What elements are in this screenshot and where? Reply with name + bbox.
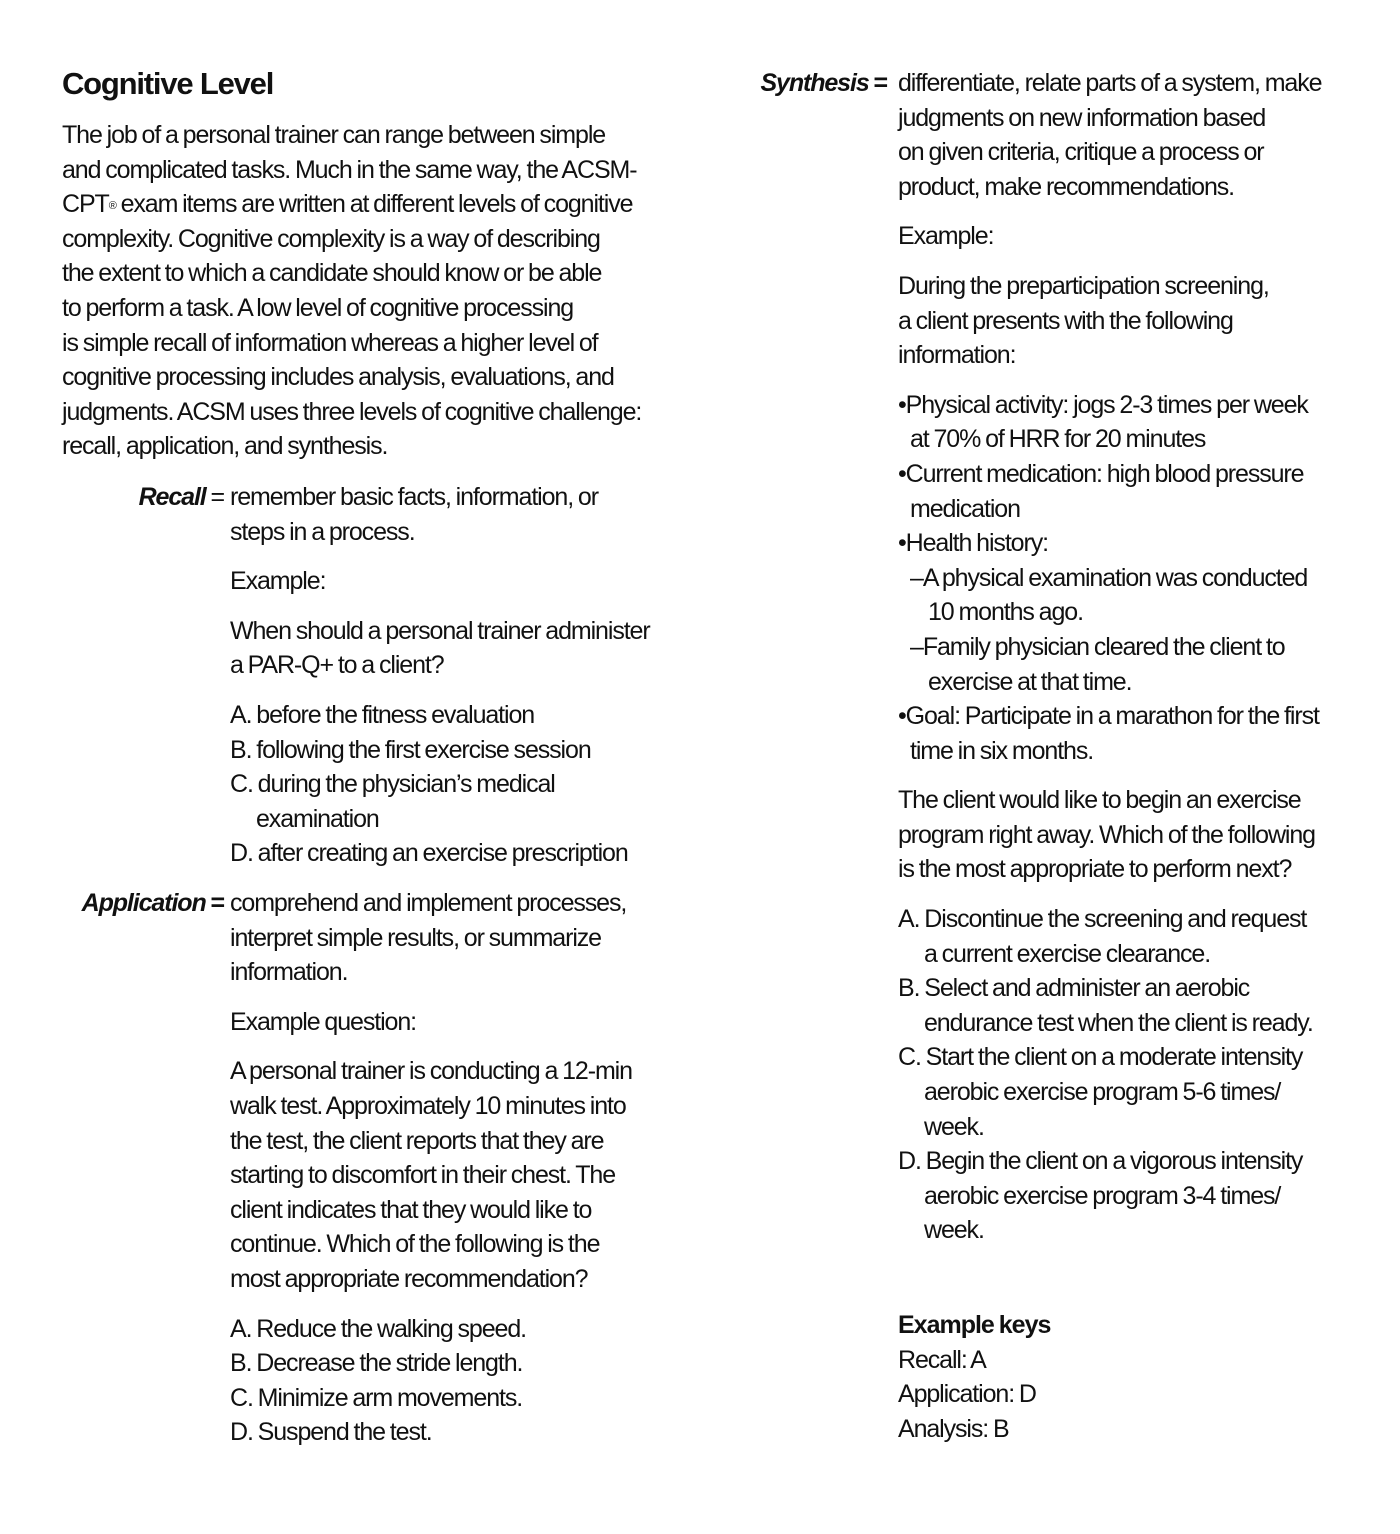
question-line: starting to discomfort in their chest. The xyxy=(230,1161,616,1190)
intro-line: and complicated tasks. Much in the same way, the ACSM- xyxy=(62,155,637,184)
answer-option-c: C. Minimize arm movements. xyxy=(230,1383,523,1412)
recall-body xyxy=(230,480,650,871)
definition-line: product, make recommendations. xyxy=(898,172,1235,201)
key-analysis: Analysis: B xyxy=(898,1414,1009,1443)
question-line: walk test. Approximately 10 minutes into xyxy=(230,1091,626,1120)
intro-line: complexity. Cognitive complexity is a way of describing xyxy=(62,224,600,253)
intro-paragraph xyxy=(62,118,712,464)
question-line: program right away. Which of the following xyxy=(898,820,1315,849)
answer-option-b: B. Select and administer an aerobic xyxy=(898,974,1250,1003)
key-application: Application: D xyxy=(898,1380,1036,1409)
intro-line: to perform a task. A low level of cognitive processing xyxy=(62,293,574,322)
question-line: is the most appropriate to perform next? xyxy=(898,855,1292,884)
application-term: Application = xyxy=(81,889,224,917)
answer-option-c: C. during the physician’s medical xyxy=(230,770,555,799)
sub-bullet-cleared: –Family physician cleared the client to xyxy=(910,632,1285,661)
example-keys-title: Example keys xyxy=(898,1311,1051,1339)
page-title: Cognitive Level xyxy=(62,66,274,101)
bullet-medication: •Current medication: high blood pressure xyxy=(898,459,1304,488)
question-line: continue. Which of the following is the xyxy=(230,1230,600,1259)
answer-option-d: D. Begin the client on a vigorous intensity xyxy=(898,1147,1303,1176)
intro-line: judgments. ACSM uses three levels of cognitive challenge: xyxy=(62,397,642,426)
recall-term: Recall = xyxy=(138,483,224,511)
question-line: most appropriate recommendation? xyxy=(230,1264,588,1293)
question-line: The client would like to begin an exercise xyxy=(898,786,1301,815)
example-label: Example: xyxy=(230,567,326,596)
example-keys xyxy=(898,1308,1050,1446)
scenario-line: a client presents with the following xyxy=(898,306,1233,335)
synthesis-term: Synthesis = xyxy=(760,69,887,97)
definition-line: interpret simple results, or summarize xyxy=(230,923,601,952)
bullet-physical-activity: •Physical activity: jogs 2-3 times per week xyxy=(898,390,1308,419)
question-line: client indicates that they would like to xyxy=(230,1195,592,1224)
answer-option-b: B. following the first exercise session xyxy=(230,735,591,764)
definition-line: remember basic facts, information, or xyxy=(230,483,598,511)
answer-option-c-cont: examination xyxy=(256,804,379,833)
example-label: Example question: xyxy=(230,1007,416,1036)
question-line: A personal trainer is conducting a 12-min xyxy=(230,1057,632,1086)
intro-line: the extent to which a candidate should know or be able xyxy=(62,259,602,288)
registered-mark: ® xyxy=(108,200,116,213)
example-label: Example: xyxy=(898,222,994,251)
question-line: the test, the client reports that they are xyxy=(230,1126,604,1155)
question-line: When should a personal trainer administer xyxy=(230,616,650,645)
bullet-marker: • xyxy=(898,390,906,419)
dash-marker: – xyxy=(910,632,923,661)
sub-bullet-exam: –A physical examination was conducted xyxy=(910,563,1308,592)
answer-option-d: D. after creating an exercise prescription xyxy=(230,839,628,868)
bullet-marker: • xyxy=(898,459,906,488)
key-recall: Recall: A xyxy=(898,1345,986,1374)
definition-line: on given criteria, critique a process or xyxy=(898,138,1264,167)
intro-line: cognitive processing includes analysis, evaluations, and xyxy=(62,363,614,392)
intro-line: The job of a personal trainer can range between simple xyxy=(62,121,606,149)
bullet-marker: • xyxy=(898,702,906,731)
question-line: a PAR-Q+ to a client? xyxy=(230,651,444,680)
bullet-goal: •Goal: Participate in a marathon for the first xyxy=(898,702,1319,731)
intro-line: CPT® exam items are written at different levels of cognitive xyxy=(62,190,633,219)
synthesis-body: differentiate, relate parts of a system, make judgments on new information based on given criteria, critique a process or product, make recommendations. Example: During the preparticipation screening, a client presents with the following information: •Physical activity: jogs 2-3 times per week at 70% of HRR for 20 minutes •Current medication: high blood pressure medication •Health history: –A physical examination was conducted 10 months ago. –Family physician cleared the client to exercise at that time. •Goal: Participate in a marathon for the first time in six months. The client would like to begin an exercise program right away. Which of the following is the most appropriate to perform next? A. Discontinue the screening and request a current exercise clearance. B. Select and administer an aerobic endurance test when the client is ready. C. Start the client on a moderate intensity aerobic exercise program 5-6 times/ week. D. Begin the client on a vigorous intensity aerobic exercise program 3-4 times/ week. xyxy=(898,66,1321,1248)
bullet-marker: • xyxy=(898,529,906,558)
intro-line: is simple recall of information whereas a higher level of xyxy=(62,328,598,357)
answer-option-b: B. Decrease the stride length. xyxy=(230,1349,523,1378)
scenario-line: During the preparticipation screening, xyxy=(898,271,1269,300)
definition-line: steps in a process. xyxy=(230,517,415,546)
definition-line: information. xyxy=(230,958,348,987)
answer-option-d: D. Suspend the test. xyxy=(230,1418,432,1447)
dash-marker: – xyxy=(910,563,923,592)
scenario-line: information: xyxy=(898,341,1016,370)
answer-option-a: A. before the fitness evaluation xyxy=(230,700,535,729)
application-body xyxy=(230,886,632,1450)
intro-line: recall, application, and synthesis. xyxy=(62,432,388,461)
definition-line: differentiate, relate parts of a system, make xyxy=(898,69,1322,97)
definition-line: comprehend and implement processes, xyxy=(230,889,627,917)
answer-option-a: A. Discontinue the screening and request xyxy=(898,905,1307,934)
answer-option-c: C. Start the client on a moderate intensity xyxy=(898,1043,1303,1072)
answer-option-a: A. Reduce the walking speed. xyxy=(230,1314,526,1343)
definition-line: judgments on new information based xyxy=(898,103,1266,132)
bullet-health-history: •Health history: xyxy=(898,529,1048,558)
